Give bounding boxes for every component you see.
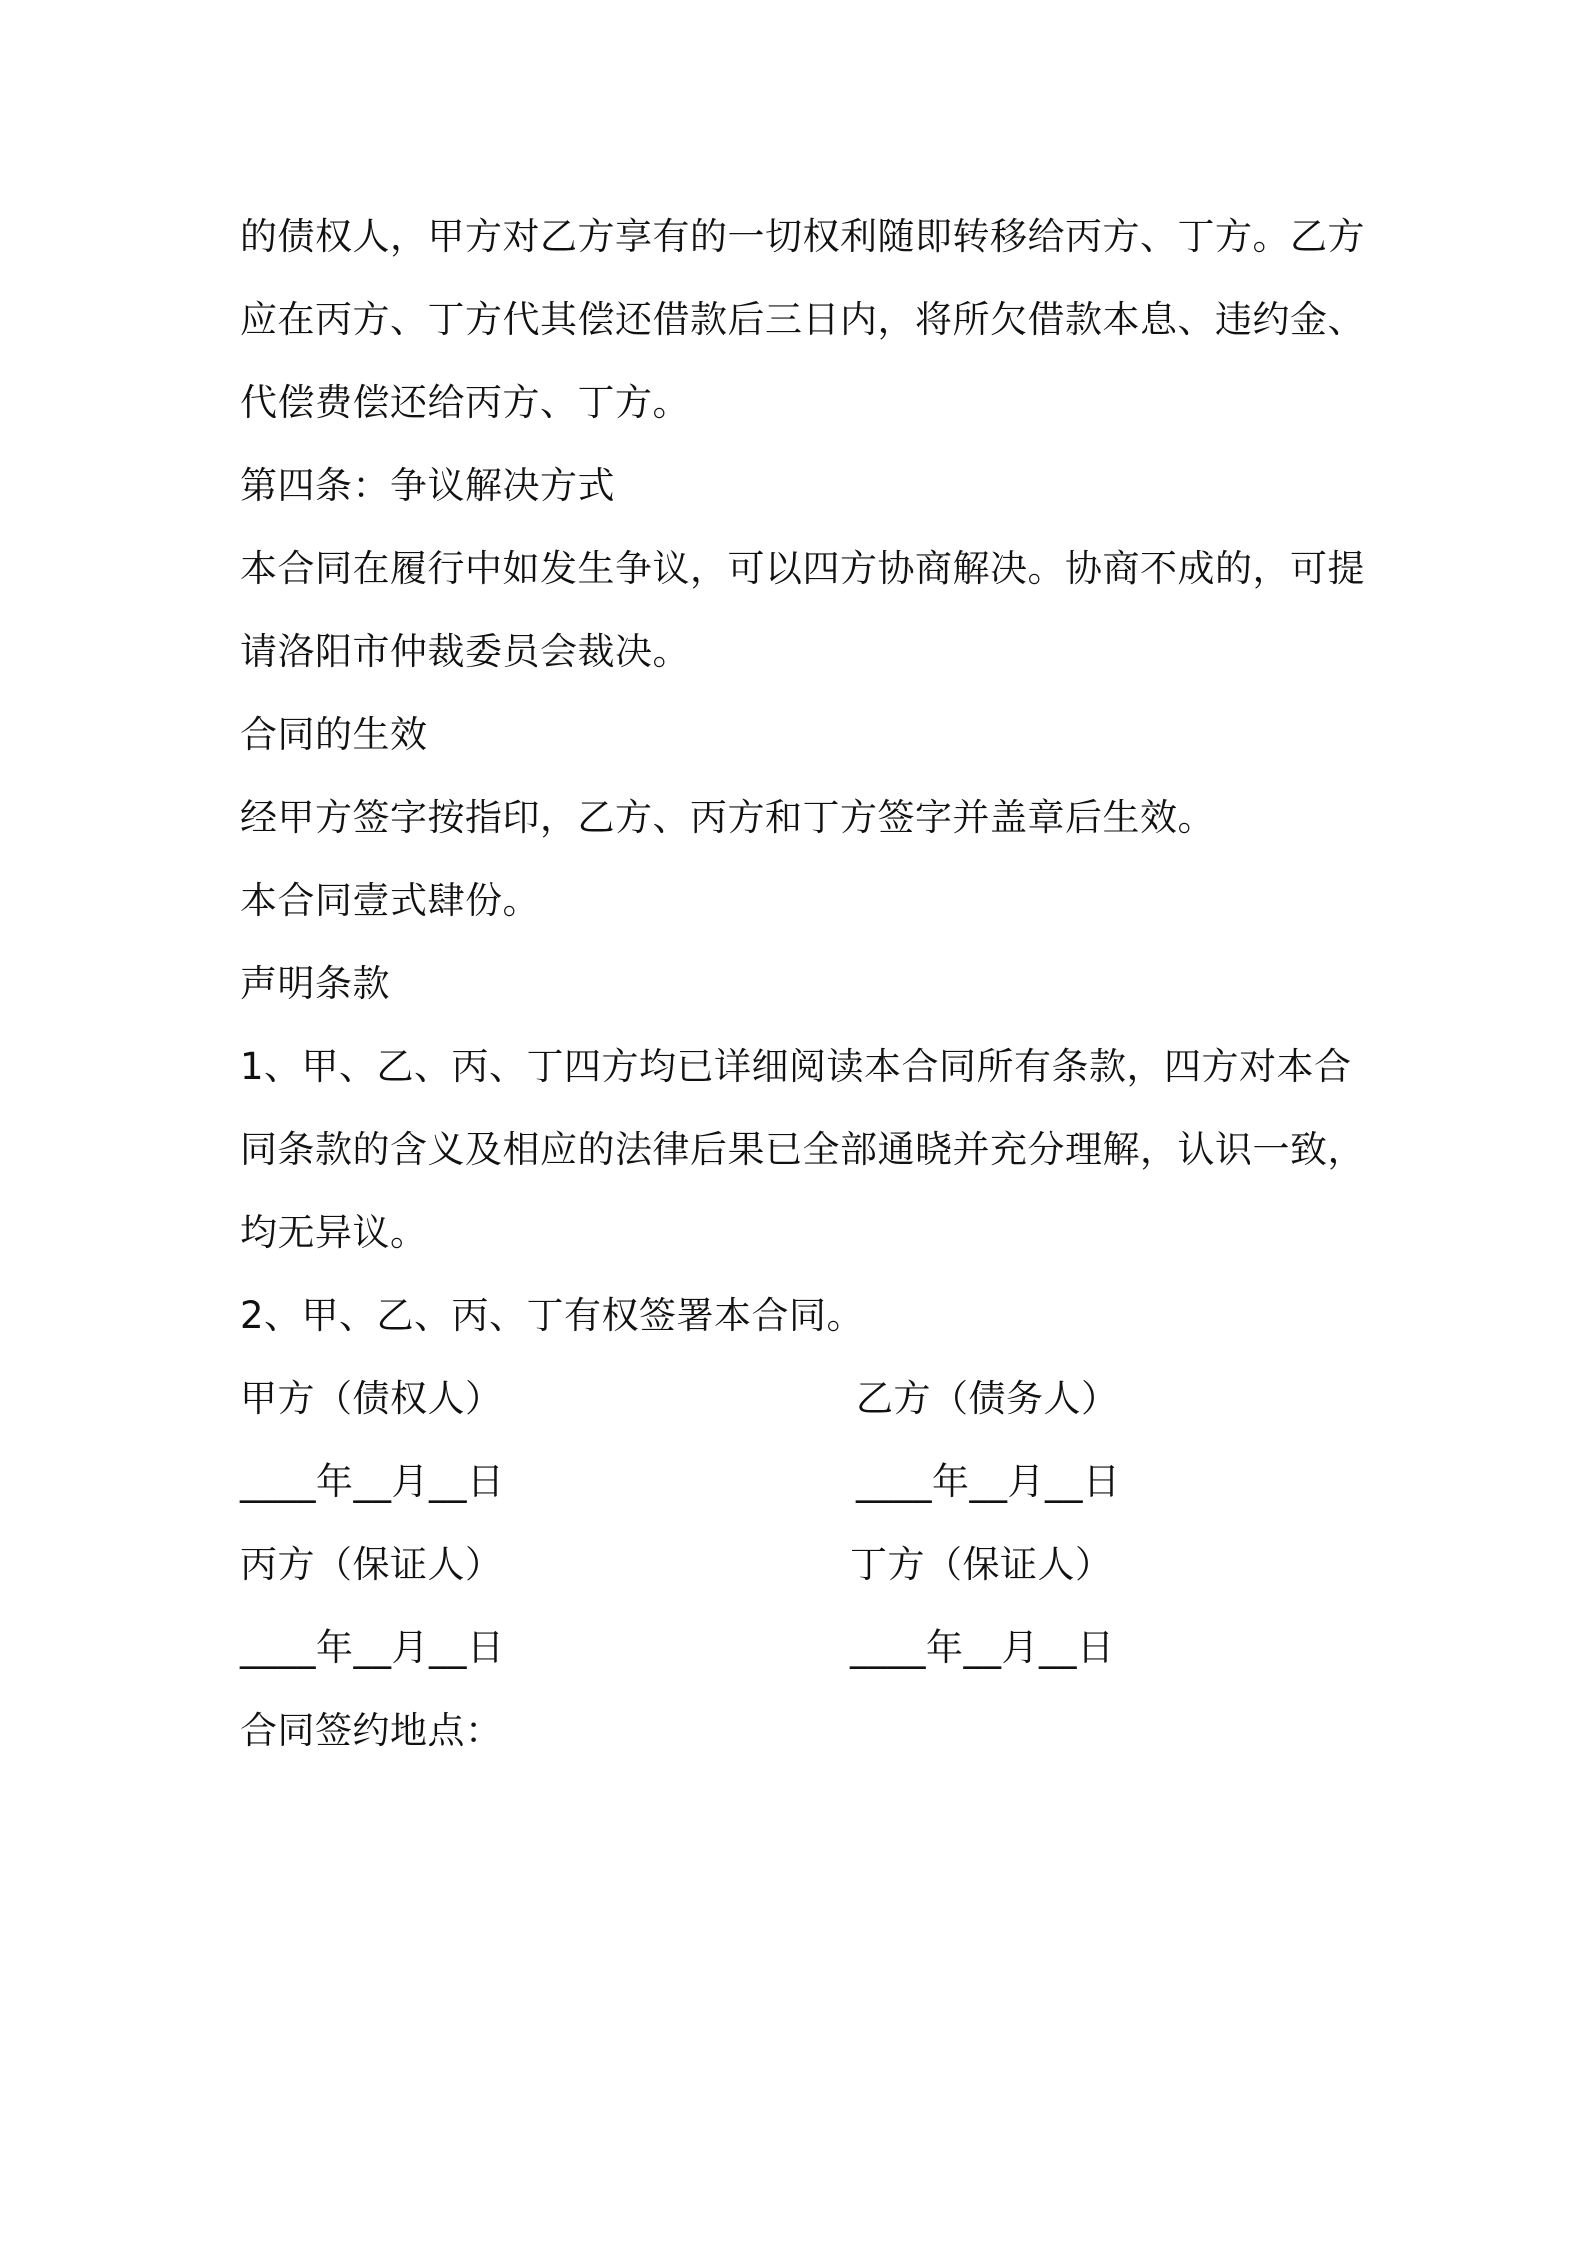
paragraph-line: 经甲方签字按指印，乙方、丙方和丁方签字并盖章后生效。 — [240, 796, 1215, 839]
document-body — [240, 195, 1370, 1772]
party-a-date: ____年__月__日 — [240, 1460, 505, 1503]
signing-place-label: 合同签约地点： — [240, 1709, 503, 1752]
paragraph-line: 的债权人，甲方对乙方享有的一切权利随即转移给丙方、丁方。乙方 — [240, 215, 1365, 258]
paragraph-line: 请洛阳市仲裁委员会裁决。 — [240, 630, 690, 673]
paragraph-line: 本合同在履行中如发生争议，可以四方协商解决。协商不成的，可提 — [240, 547, 1365, 590]
paragraph-line: 应在丙方、丁方代其偿还借款后三日内，将所欠借款本息、违约金、 — [240, 298, 1365, 341]
party-b-date: ____年__月__日 — [856, 1460, 1121, 1503]
party-c-date: ____年__月__日 — [240, 1626, 505, 1669]
signature-row-cd-dates — [240, 1606, 1370, 1689]
signature-row-ab-labels — [240, 1357, 1370, 1440]
paragraph-line: 2、甲、乙、丙、丁有权签署本合同。 — [240, 1294, 865, 1337]
paragraph-line: 本合同壹式肆份。 — [240, 879, 540, 922]
paragraph-line: 均无异议。 — [240, 1211, 428, 1254]
paragraph-line: 1、甲、乙、丙、丁四方均已详细阅读本合同所有条款，四方对本合 — [240, 1045, 1352, 1088]
paragraph-line: 代偿费偿还给丙方、丁方。 — [240, 381, 690, 424]
party-a-label: 甲方（债权人） — [240, 1377, 503, 1420]
section-heading-effect: 合同的生效 — [240, 713, 428, 756]
party-d-date: ____年__月__日 — [850, 1626, 1115, 1669]
section-heading-dispute: 第四条：争议解决方式 — [240, 464, 615, 507]
signature-row-ab-dates — [240, 1440, 1370, 1523]
party-d-label: 丁方（保证人） — [850, 1543, 1113, 1586]
paragraph-line: 同条款的含义及相应的法律后果已全部通晓并充分理解，认识一致， — [240, 1128, 1365, 1171]
signature-row-cd-labels — [240, 1523, 1370, 1606]
party-c-label: 丙方（保证人） — [240, 1543, 503, 1586]
section-heading-declaration: 声明条款 — [240, 962, 390, 1005]
party-b-label: 乙方（债务人） — [856, 1377, 1119, 1420]
